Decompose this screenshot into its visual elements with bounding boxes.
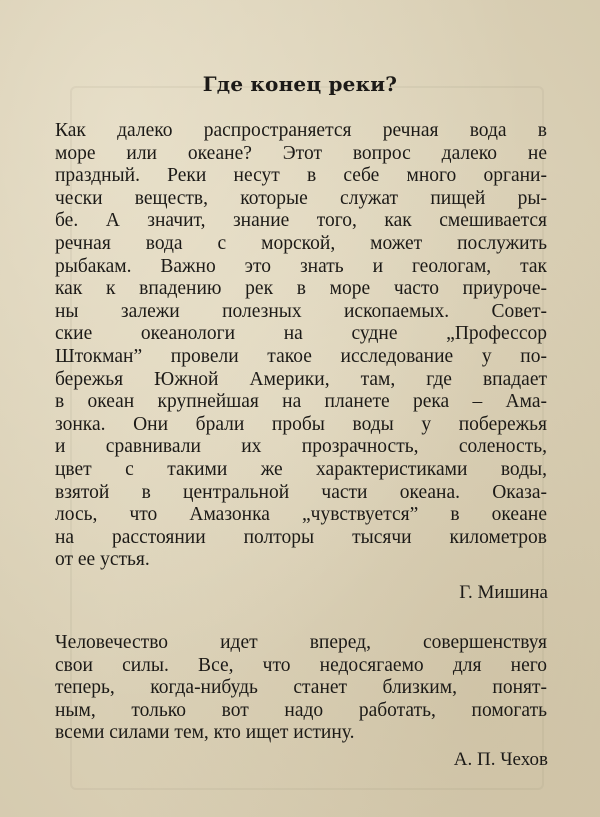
article-author: Г. Мишина	[459, 582, 548, 603]
article-line: море или океане? Этот вопрос далеко не	[55, 142, 547, 164]
quote-line: всеми силами тем, кто ищет истину.	[55, 722, 355, 744]
quote-line: ным, только вот надо работать, помогать	[55, 699, 547, 721]
article-line: рыбакам. Важно это знать и геологам, так	[55, 255, 547, 277]
article-line: цвет с такими же характеристиками воды,	[55, 458, 547, 480]
article-line: ны залежи полезных ископаемых. Совет-	[55, 300, 547, 322]
article-line: праздный. Реки несут в себе много органи-	[55, 165, 547, 187]
quote-author: А. П. Чехов	[453, 749, 548, 770]
quote-body	[55, 632, 547, 745]
article-line: как к впадению рек в море часто приуроче-	[55, 278, 547, 300]
article-line: Штокман” провели такое исследование у по-	[55, 345, 547, 367]
article-line: бережья Южной Америки, там, где впадает	[55, 368, 547, 390]
article-line: взятой в центральной части океана. Оказа-	[55, 481, 547, 503]
article-line: лось, что Амазонка „чувствуется” в океане	[55, 504, 547, 526]
article-line: ские океанологи на судне „Профессор	[55, 323, 547, 345]
article-line: и сравнивали их прозрачность, соленость,	[55, 436, 547, 458]
article-body	[55, 120, 547, 572]
article-line: бе. А значит, знание того, как смешивается	[55, 210, 547, 232]
article-line: Как далеко распространяется речная вода в	[55, 120, 547, 141]
article-line: зонка. Они брали пробы воды у побережья	[55, 413, 547, 435]
quote-line: Человечество идет вперед, совершенствуя	[55, 632, 547, 653]
quote-line: свои силы. Все, что недосягаемо для него	[55, 654, 547, 676]
article-line: в океан крупнейшая на планете река – Ама-	[55, 391, 547, 413]
article-line: на расстоянии полторы тысячи километров	[55, 526, 547, 548]
article-line: от ее устья.	[55, 549, 150, 571]
article-line: чески веществ, которые служат пищей ры-	[55, 187, 547, 209]
article-line: речная вода с морской, может послужить	[55, 232, 547, 254]
quote-line: теперь, когда-нибудь станет близким, понят-	[55, 677, 547, 699]
article-title: Где конец реки?	[202, 72, 398, 96]
